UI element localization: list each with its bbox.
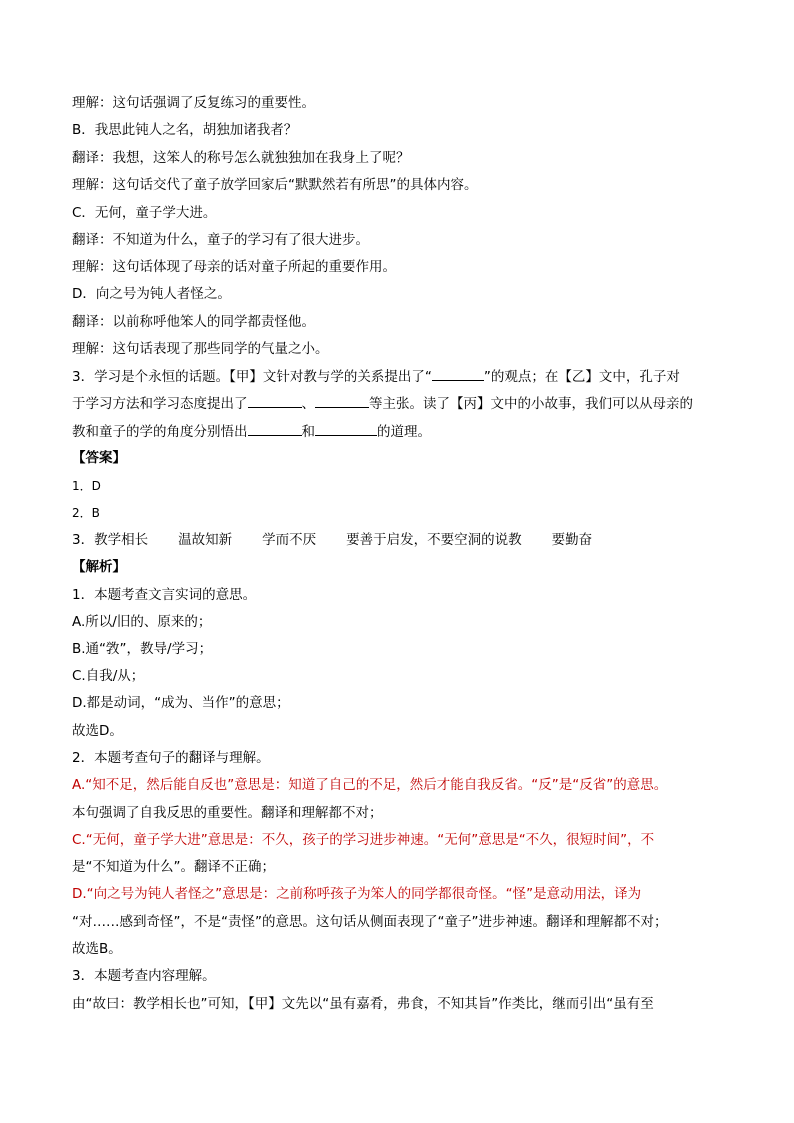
question-3-line-3: 教和童子的学的角度分别悟出 和 的道理。 — [72, 421, 431, 442]
text-line: D.都是动词，“成为、当作”的意思； — [72, 695, 290, 711]
answer-3-item: 温故知新 — [178, 532, 233, 548]
answer-1: 1．D — [72, 479, 101, 493]
answer-blank — [432, 366, 484, 381]
text-line: 由“故曰：教学相长也”可知，【甲】文先以“虽有嘉肴，弗食，不知其旨”作类比，继而引出“虽有至 — [72, 996, 654, 1012]
answer-header: 【答案】 — [72, 450, 126, 466]
text-line: A.所以/旧的、原来的； — [72, 614, 212, 630]
answer-blank — [248, 421, 302, 436]
text-line: 故选D。 — [72, 723, 123, 739]
text-line: 翻译：以前称呼他笨人的同学都责怪他。 — [72, 314, 315, 330]
text-line: 理解：这句话表现了那些同学的气量之小。 — [72, 341, 329, 357]
text-line: D．向之号为钝人者怪之。 — [72, 286, 231, 302]
highlighted-line: D.“向之号为钝人者怪之”意思是：之前称呼孩子为笨人的同学都很奇怪。“怪”是意动用法，译为 — [72, 886, 642, 902]
answer-3-item: 要善于启发，不要空洞的说教 — [346, 532, 522, 548]
text-line: 3．本题考查内容理解。 — [72, 968, 216, 984]
text-line: 理解：这句话体现了母亲的话对童子所起的重要作用。 — [72, 259, 396, 275]
answer-3-item: 教学相长 — [94, 532, 149, 548]
text-line: B．我思此钝人之名，胡独加诸我者？ — [72, 122, 298, 138]
answer-3: 3．教学相长 温故知新 学而不厌 要善于启发，不要空洞的说教 要勤奋 — [72, 532, 593, 548]
text-line: 是“不知道为什么”。翻译不正确； — [72, 859, 275, 875]
answer-blank — [248, 393, 302, 408]
text-line: 理解：这句话强调了反复练习的重要性。 — [72, 95, 315, 111]
answer-3-item: 学而不厌 — [262, 532, 317, 548]
highlighted-line: A.“知不足，然后能自反也”意思是：知道了自己的不足，然后才能自我反省。“反”是“反省”的意思。 — [72, 777, 668, 793]
text-line: 本句强调了自我反思的重要性。翻译和理解都不对； — [72, 805, 383, 821]
text-line: 翻译：不知道为什么，童子的学习有了很大进步。 — [72, 232, 369, 248]
text-line: C.自我/从； — [72, 668, 145, 684]
question-3-line-1: 3．学习是个永恒的话题。【甲】文针对教与学的关系提出了“ ”的观点；在【乙】文中，孔子对 — [72, 366, 680, 387]
text-line: 翻译：我想，这笨人的称号怎么就独独加在我身上了呢？ — [72, 150, 410, 166]
text-line: 故选B。 — [72, 941, 122, 957]
text-line: “对……感到奇怪”，不是“责怪”的意思。这句话从侧面表现了“童子”进步神速。翻译和理解都不对； — [72, 914, 668, 930]
analysis-header: 【解析】 — [72, 559, 126, 575]
question-3-line-2: 于学习方法和学习态度提出了 、 等主张。读了【丙】文中的小故事，我们可以从母亲的 — [72, 393, 693, 414]
answer-2: 2．B — [72, 506, 100, 520]
text-line: 1．本题考查文言实词的意思。 — [72, 587, 257, 603]
text-line: 2．本题考查句子的翻译与理解。 — [72, 750, 270, 766]
answer-3-item: 要勤奋 — [551, 532, 593, 548]
text-line: B.通“敩”，教导/学习； — [72, 641, 213, 657]
answer-blank — [315, 421, 377, 436]
text-line: C．无何，童子学大进。 — [72, 205, 217, 221]
answer-blank — [315, 393, 369, 408]
highlighted-line: C.“无何，童子学大进”意思是：不久，孩子的学习进步神速。“无何”意思是“不久，很短时间”，不 — [72, 832, 655, 848]
text-line: 理解：这句话交代了童子放学回家后“默默然若有所思”的具体内容。 — [72, 177, 478, 193]
